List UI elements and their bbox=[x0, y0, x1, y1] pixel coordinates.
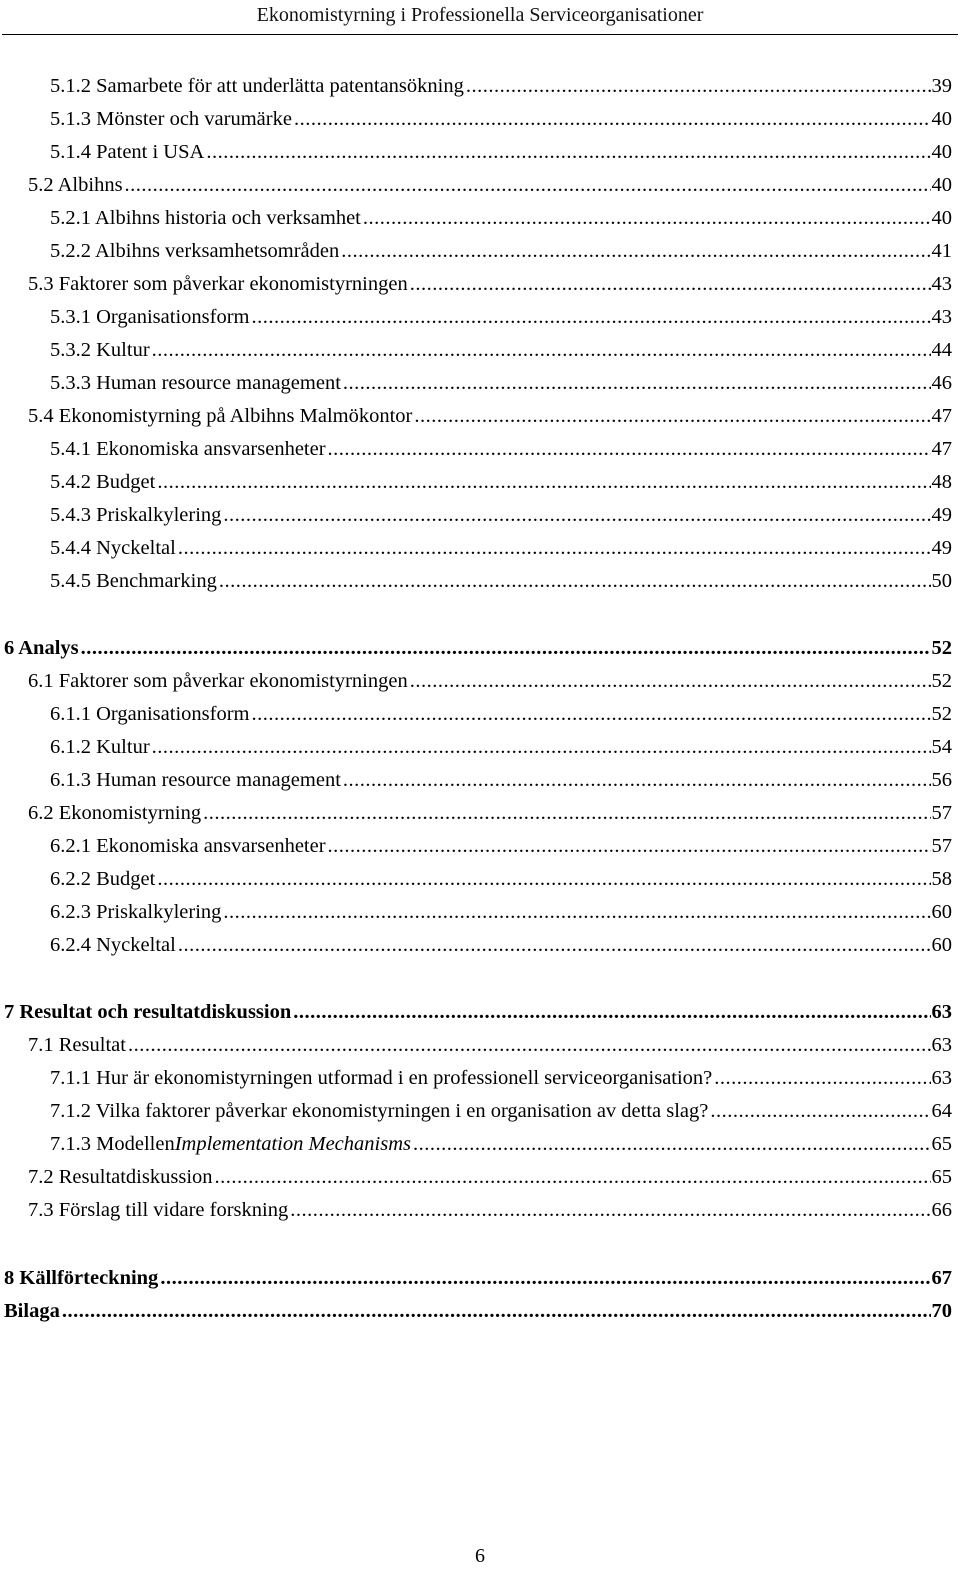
toc-entry[interactable] bbox=[28, 665, 952, 698]
toc-entry[interactable] bbox=[50, 136, 952, 169]
toc-entry-page: 40 bbox=[931, 108, 952, 130]
toc-dot-leader bbox=[157, 466, 930, 499]
toc-entry-page: 50 bbox=[931, 570, 952, 592]
toc-dot-leader bbox=[128, 1029, 931, 1062]
toc-dot-leader bbox=[251, 301, 930, 334]
toc-entry-page: 56 bbox=[931, 769, 952, 791]
toc-entry[interactable] bbox=[28, 797, 952, 830]
toc-entry-title: 5.4.1 Ekonomiska ansvarsenheter bbox=[50, 438, 326, 460]
toc-entry[interactable] bbox=[50, 929, 952, 962]
toc-dot-leader bbox=[157, 863, 930, 896]
toc-dot-leader bbox=[290, 1194, 930, 1227]
toc-entry-page: 40 bbox=[931, 207, 952, 229]
toc-entry-title: 5.2.1 Albihns historia och verksamhet bbox=[50, 207, 361, 229]
toc-entry[interactable] bbox=[50, 499, 952, 532]
toc-entry-title: 5.4 Ekonomistyrning på Albihns Malmökontor bbox=[28, 405, 413, 427]
toc-entry-title: 7.3 Förslag till vidare forskning bbox=[28, 1199, 289, 1221]
toc-entry-title: 5.2.2 Albihns verksamhetsområden bbox=[50, 240, 340, 262]
toc-entry-title: 7.1.1 Hur är ekonomistyrningen utformad i en professionell serviceorganisation? bbox=[50, 1067, 713, 1089]
toc-dot-leader bbox=[714, 1062, 930, 1095]
toc-entry-page: 67 bbox=[931, 1267, 952, 1289]
toc-entry-page: 58 bbox=[931, 868, 952, 890]
toc-entry[interactable] bbox=[50, 1095, 952, 1128]
toc-entry-title: 6.2.4 Nyckeltal bbox=[50, 934, 176, 956]
toc-dot-leader bbox=[81, 632, 931, 665]
toc-entry-page: 47 bbox=[931, 438, 952, 460]
toc-entry-title: 5.3.1 Organisationsform bbox=[50, 306, 250, 328]
toc-dot-leader bbox=[328, 830, 931, 863]
toc-entry-page: 49 bbox=[931, 537, 952, 559]
toc-entry[interactable] bbox=[50, 235, 952, 268]
toc-entry-title: 7.2 Resultatdiskussion bbox=[28, 1166, 213, 1188]
toc-entry-title: 5.4.2 Budget bbox=[50, 471, 156, 493]
toc-entry[interactable] bbox=[50, 764, 952, 797]
toc-entry-page: 54 bbox=[931, 736, 952, 758]
toc-entry[interactable] bbox=[28, 268, 952, 301]
toc-entry-page: 57 bbox=[931, 835, 952, 857]
toc-entry-title: 5.4.5 Benchmarking bbox=[50, 570, 217, 592]
toc-dot-leader bbox=[466, 70, 931, 103]
toc-entry[interactable] bbox=[4, 1262, 952, 1295]
toc-dot-leader bbox=[152, 731, 931, 764]
toc-entry-page: 63 bbox=[931, 1067, 952, 1089]
toc-entry-page: 40 bbox=[931, 174, 952, 196]
toc-entry-page: 52 bbox=[931, 703, 952, 725]
toc-entry[interactable] bbox=[50, 532, 952, 565]
toc-entry-page: 60 bbox=[931, 901, 952, 923]
toc-dot-leader bbox=[206, 136, 930, 169]
toc-dot-leader bbox=[178, 929, 931, 962]
toc-dot-leader bbox=[293, 996, 930, 1029]
toc-entry-title: 6.1.2 Kultur bbox=[50, 736, 150, 758]
toc-entry-title: 6.2.3 Priskalkylering bbox=[50, 901, 222, 923]
toc-dot-leader bbox=[215, 1161, 931, 1194]
toc-entry[interactable] bbox=[50, 334, 952, 367]
toc-entry[interactable] bbox=[4, 996, 952, 1029]
toc-entry-page: 48 bbox=[931, 471, 952, 493]
toc-entry-page: 52 bbox=[931, 670, 952, 692]
toc-entry-title: 5.2 Albihns bbox=[28, 174, 123, 196]
toc-dot-leader bbox=[710, 1095, 930, 1128]
toc-dot-leader bbox=[343, 367, 931, 400]
toc-entry-page: 60 bbox=[931, 934, 952, 956]
toc-entry-page: 57 bbox=[931, 802, 952, 824]
toc-dot-leader bbox=[203, 797, 930, 830]
toc-entry-title: 8 Källförteckning bbox=[4, 1267, 159, 1289]
toc-entry-title: 5.3.2 Kultur bbox=[50, 339, 150, 361]
toc-entry-page: 39 bbox=[931, 75, 952, 97]
toc-entry-page: 52 bbox=[931, 637, 952, 659]
toc-dot-leader bbox=[223, 896, 930, 929]
toc-dot-leader bbox=[410, 268, 931, 301]
toc-entry[interactable] bbox=[50, 103, 952, 136]
toc-entry[interactable] bbox=[28, 1029, 952, 1062]
toc-entry[interactable] bbox=[4, 1295, 952, 1328]
toc-entry[interactable] bbox=[50, 863, 952, 896]
toc-dot-leader bbox=[125, 169, 931, 202]
toc-dot-leader bbox=[294, 103, 931, 136]
toc-dot-leader bbox=[413, 1128, 931, 1161]
toc-entry[interactable] bbox=[28, 1194, 952, 1227]
toc-dot-leader bbox=[178, 532, 931, 565]
toc-entry-title: 6.1.1 Organisationsform bbox=[50, 703, 250, 725]
toc-entry-title: 6.1.3 Human resource management bbox=[50, 769, 341, 791]
toc-entry-page: 70 bbox=[931, 1300, 952, 1322]
toc-entry-title: 6.2.2 Budget bbox=[50, 868, 156, 890]
toc-entry[interactable] bbox=[50, 731, 952, 764]
toc-entry[interactable] bbox=[50, 565, 952, 598]
toc-entry-title: 7.1 Resultat bbox=[28, 1034, 126, 1056]
toc-dot-leader bbox=[328, 433, 931, 466]
toc-entry[interactable] bbox=[4, 632, 952, 665]
toc-entry-title: 6.1 Faktorer som påverkar ekonomistyrningen bbox=[28, 670, 408, 692]
toc-dot-leader bbox=[410, 665, 931, 698]
toc-entry-page: 63 bbox=[931, 1001, 952, 1023]
toc-entry-page: 46 bbox=[931, 372, 952, 394]
header-rule bbox=[2, 34, 958, 35]
toc-dot-leader bbox=[219, 565, 931, 598]
toc-entry[interactable] bbox=[50, 202, 952, 235]
toc-dot-leader bbox=[251, 698, 930, 731]
toc-entry-title: 6 Analys bbox=[4, 637, 79, 659]
toc-entry[interactable] bbox=[50, 698, 952, 731]
header-title: Ekonomistyrning i Professionella Serviceorganisationer bbox=[256, 4, 704, 26]
toc-entry-title: 5.4.4 Nyckeltal bbox=[50, 537, 176, 559]
toc-entry-title: 5.1.2 Samarbete för att underlätta patentansökning bbox=[50, 75, 464, 97]
toc-entry-title: 7 Resultat och resultatdiskussion bbox=[4, 1001, 292, 1023]
page-footer bbox=[0, 1542, 960, 1570]
toc-dot-leader bbox=[363, 202, 931, 235]
page-header bbox=[0, 0, 960, 34]
toc-entry-title: 5.3.3 Human resource management bbox=[50, 372, 341, 394]
toc-entry-title: 7.1.3 Modellen bbox=[50, 1133, 175, 1155]
toc-entry-page: 44 bbox=[931, 339, 952, 361]
toc-entry[interactable] bbox=[50, 896, 952, 929]
toc-entry-page: 47 bbox=[931, 405, 952, 427]
toc-entry[interactable] bbox=[50, 1128, 952, 1161]
toc-entry[interactable] bbox=[50, 830, 952, 863]
toc-entry-page: 65 bbox=[931, 1133, 952, 1155]
toc-entry-title: Bilaga bbox=[4, 1300, 60, 1322]
toc-entry-title: 7.1.2 Vilka faktorer påverkar ekonomistyrningen i en organisation av detta slag? bbox=[50, 1100, 709, 1122]
toc-entry[interactable] bbox=[28, 1161, 952, 1194]
toc-entry-page: 63 bbox=[931, 1034, 952, 1056]
toc-dot-leader bbox=[414, 400, 930, 433]
toc-entry[interactable] bbox=[50, 1062, 952, 1095]
toc-entry-page: 64 bbox=[931, 1100, 952, 1122]
toc-entry-title: 5.1.4 Patent i USA bbox=[50, 141, 205, 163]
toc-entry[interactable] bbox=[28, 169, 952, 202]
page-number: 6 bbox=[475, 1545, 485, 1567]
toc-entry-title: 5.3 Faktorer som påverkar ekonomistyrningen bbox=[28, 273, 408, 295]
toc-entry-title: 6.2.1 Ekonomiska ansvarsenheter bbox=[50, 835, 326, 857]
toc-entry[interactable] bbox=[50, 367, 952, 400]
toc-dot-leader bbox=[343, 764, 931, 797]
toc-entry-page: 43 bbox=[931, 273, 952, 295]
toc-entry-page: 40 bbox=[931, 141, 952, 163]
toc-entry-page: 65 bbox=[931, 1166, 952, 1188]
toc-entry[interactable] bbox=[50, 433, 952, 466]
toc-entry[interactable] bbox=[28, 400, 952, 433]
toc-entry[interactable] bbox=[50, 70, 952, 103]
toc-entry[interactable] bbox=[50, 466, 952, 499]
toc-entry-title-italic: Implementation Mechanisms bbox=[174, 1133, 411, 1155]
toc-dot-leader bbox=[62, 1295, 931, 1328]
toc-dot-leader bbox=[160, 1262, 930, 1295]
toc-entry-page: 43 bbox=[931, 306, 952, 328]
toc-entry-page: 66 bbox=[931, 1199, 952, 1221]
toc-dot-leader bbox=[223, 499, 930, 532]
toc-entry[interactable] bbox=[50, 301, 952, 334]
toc-dot-leader bbox=[341, 235, 930, 268]
toc-dot-leader bbox=[152, 334, 931, 367]
toc-entry-page: 41 bbox=[931, 240, 952, 262]
toc-entry-page: 49 bbox=[931, 504, 952, 526]
toc-entry-title: 6.2 Ekonomistyrning bbox=[28, 802, 202, 824]
toc-entry-title: 5.1.3 Mönster och varumärke bbox=[50, 108, 292, 130]
toc-entry-title: 5.4.3 Priskalkylering bbox=[50, 504, 222, 526]
